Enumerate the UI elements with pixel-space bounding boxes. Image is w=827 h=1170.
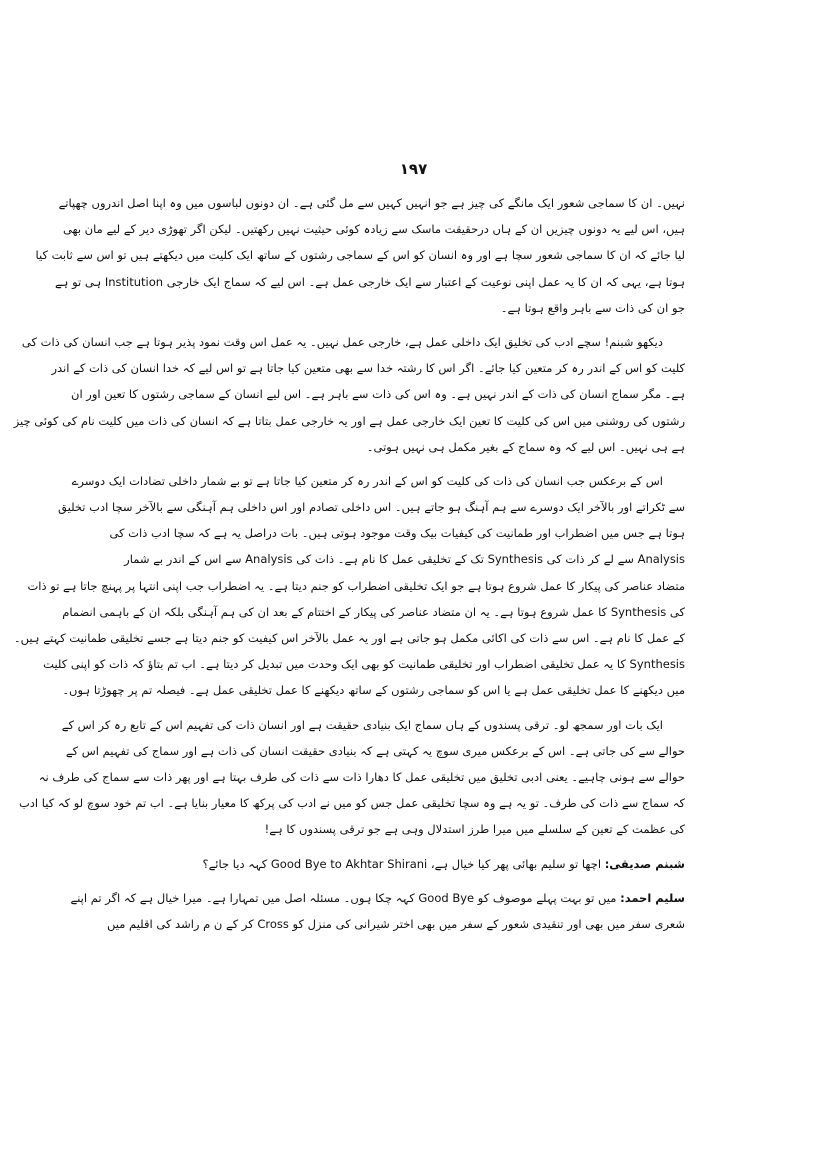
text-line: کلیت کو اس کے اندر رہ کر متعین کیا جائے۔ اگر اس کا رشتہ خدا سے بھی متعین کیا جاتا ہے تو اس لیے کہ خدا انسان کی ذات کے اندر xyxy=(51,361,685,376)
body-text xyxy=(13,190,685,937)
text-line: دیکھو شبنم! سچے ادب کی تخلیق ایک داخلی عمل ہے، خارجی عمل نہیں۔ یہ عمل اس وقت نمود پذیر ہوتا ہے جب انسان کی ذات کی xyxy=(21,334,663,349)
paragraph-2 xyxy=(13,329,685,460)
text-line: ہے۔ مگر سماج انسان کی ذات کے اندر نہیں ہے۔ وہ اس کی ذات سے باہر ہے۔ اس لیے انسان کے سماجی رشتوں کا تعین اور ان xyxy=(71,387,685,402)
text-line: کے عمل کا نام ہے۔ اس سے ذات کی اکائی مکمل ہو جاتی ہے اور یہ عمل بالآخر اس کیفیت کو جنم دیتا ہے جسے تخلیقی طمانیت کہتے ہیں۔ xyxy=(13,631,685,645)
text-line: کہ سماج سے ذات کی طرف۔ تو یہ ہے وہ سچا تخلیقی عمل جس کو میں نے ادب کی پرکھ کا معیار بنایا ہے۔ اب تم خود سوچ لو کہ کیا ادب xyxy=(18,796,685,811)
text-line: ہے ہی نہیں۔ اس لیے کہ وہ سماج کے بغیر مکمل ہی نہیں ہوتی۔ xyxy=(366,439,685,454)
text-line: ہوتا ہے، یہی کہ ان کا یہ عمل اپنی نوعیت کے اعتبار سے ایک خارجی عمل ہے۔ اس لیے کہ سماج ایک خارجی Institution ہی تو ہے xyxy=(54,274,685,289)
text-line: متضاد عناصر کی پیکار کا عمل شروع ہوتا ہے جو ایک تخلیقی اضطراب کو جنم دیتا ہے۔ یہ اضطراب جب اپنی انتہا پر پہنچ جاتا ہے تو ذات xyxy=(27,578,685,593)
text-line: حوالے سے کی جاتی ہے۔ اس کے برعکس میری سوچ یہ کہتی ہے کہ بنیادی حقیقت انسان کی ذات ہے اور سماج کی تفہیم اس کے xyxy=(65,743,685,758)
text-line: لیا جائے کہ ان کا سماجی شعور سچا ہے اور وہ انسان کو اس کے سماجی رشتوں کے ساتھ ایک کلیت میں دیکھتے ہیں تو اس سے ثابت کیا xyxy=(35,248,685,263)
text-line: Analysis سے لے کر ذات کی Synthesis تک کے تخلیقی عمل کا نام ہے۔ ذات کی Analysis سے اس کے اندر بے شمار xyxy=(124,552,685,567)
text-line: اس کے برعکس جب انسان کی ذات کی کلیت کو اس کے اندر رہ کر متعین کیا جاتا ہے تو بے شمار داخلی تضادات ایک دوسرے xyxy=(71,473,663,488)
text-line: ہوتا ہے جس میں اضطراب اور طمانیت کی کیفیات بیک وقت موجود ہوتی ہیں۔ بات دراصل یہ ہے کہ سچا ادب ذات کی xyxy=(109,526,685,541)
dialogue-text: اچھا تو سلیم بھائی پھر کیا خیال ہے، Good Bye to Akhtar Shirani کہہ دیا جائے؟ xyxy=(202,856,602,871)
text-line: کی عظمت کے تعین کے سلسلے میں میرا طرز استدلال وہی ہے جو ترقی پسندوں کا ہے! xyxy=(264,822,685,837)
text-line: میں دیکھنے کا عمل تخلیقی عمل ہے یا اس کو سماجی رشتوں کے ساتھ دیکھنے کا عمل تخلیقی عمل ہے۔ فیصلہ تم پر چھوڑتا ہوں۔ xyxy=(62,683,685,698)
text-line: ایک بات اور سمجھ لو۔ ترقی پسندوں کے ہاں سماج ایک بنیادی حقیقت ہے اور انسان ذات کی تفہیم اس کے تابع رہ کر اس کے xyxy=(61,717,663,732)
dialogue-2 xyxy=(70,885,685,937)
page-number: ۱۹۷ xyxy=(399,160,428,178)
speaker-name: سلیم احمد: xyxy=(620,890,685,905)
text-line: کی Synthesis کا عمل شروع ہوتا ہے۔ یہ ان متضاد عناصر کی پیکار کے اختتام کے بعد ان کی ہم آہنگی بلکہ ان کے باہمی انضمام xyxy=(62,604,685,619)
text-line: نہیں۔ ان کا سماجی شعور ایک مانگے کی چیز ہے جو انہیں کہیں سے مل گئی ہے۔ ان دونوں لباسوں میں وہ اپنا اصل اندروں چھپاتے xyxy=(58,196,685,210)
paragraph-3 xyxy=(13,468,685,704)
text-line: رشتوں کی روشنی میں اس کی کلیت کا تعین ایک خارجی عمل ہے اور یہ خارجی عمل بتاتا ہے کہ انسان کی ذات میں کلیت نام کی کوئی چیز xyxy=(13,413,685,428)
text-line: جو ان کی ذات سے باہر واقع ہوتا ہے۔ xyxy=(500,300,685,315)
dialogue-text: میں تو بہت پہلے موصوف کو Good Bye کہہ چکا ہوں۔ مسئلہ اصل میں تمہارا ہے۔ میرا خیال ہے کہ اگر تم اپنے xyxy=(70,890,617,905)
text-line: حوالے سے ہونی چاہیے۔ یعنی ادبی تخلیق میں تخلیقی عمل کا دھارا ذات سے ذات کی طرف بہتا ہے اور پھر ذات سے سماج کی طرف نہ xyxy=(38,769,685,784)
speaker-name: شبنم صدیقی: xyxy=(604,856,685,871)
text-line: سے ٹکراتے اور بالآخر ایک دوسرے سے ہم آہنگ ہو جاتے ہیں۔ اس داخلی تصادم اور اس داخلی ہم آہنگی سے بالآخر سچا ادب تخلیق xyxy=(58,500,685,515)
paragraph-4 xyxy=(18,712,685,843)
text-line: ہیں، اس لیے یہ دونوں چیزیں ان کے ہاں درحقیقت ماسک سے زیادہ کوئی حیثیت نہیں رکھتیں۔ لیکن اگر تھوڑی دیر کے لیے مان بھی xyxy=(62,222,685,237)
dialogue-1 xyxy=(155,851,685,877)
text-line: شعری سفر میں بھی اور تنقیدی شعور کے سفر میں بھی اختر شیرانی کی منزل کو Cross کر کے ن م راشد کی اقلیم میں xyxy=(107,916,685,931)
paragraph-1 xyxy=(35,190,685,321)
text-line: Synthesis کا یہ عمل تخلیقی اضطراب اور تخلیقی طمانیت کو بھی ایک وحدت میں تبدیل کر دیتا ہے۔ اب تم بتاؤ کہ ذات کو اپنی کلیت xyxy=(43,657,685,672)
